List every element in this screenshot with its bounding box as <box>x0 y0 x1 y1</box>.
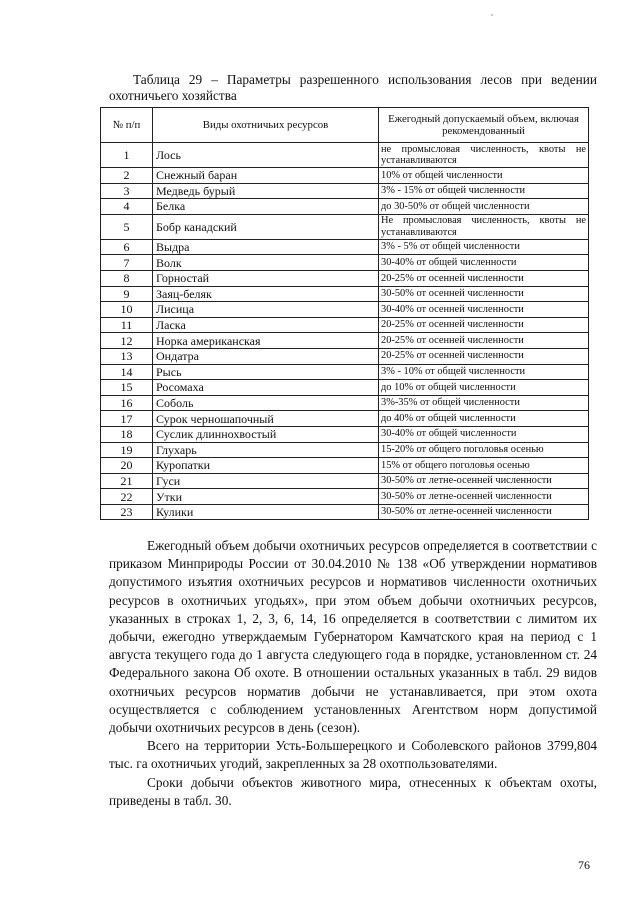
row-number: 21 <box>101 473 153 489</box>
table-row <box>101 473 589 489</box>
annual-volume: 30-40% от осенней численности <box>379 302 589 318</box>
species-name: Росомаха <box>153 380 379 396</box>
annual-volume: 10% от общей численности <box>379 168 589 184</box>
species-name: Медведь бурый <box>153 183 379 199</box>
species-name: Норка американская <box>153 333 379 349</box>
species-name: Куропатки <box>153 458 379 474</box>
species-name: Рысь <box>153 364 379 380</box>
species-name: Снежный баран <box>153 168 379 184</box>
species-name: Гуси <box>153 473 379 489</box>
table-row <box>101 183 589 199</box>
table-row <box>101 489 589 505</box>
table-caption <box>109 72 597 104</box>
row-number: 19 <box>101 442 153 458</box>
paragraph-hunting-dates: Сроки добычи объектов животного мира, отнесенных к объектам охоты, приведены в табл. 30. <box>109 774 597 808</box>
table-row <box>101 426 589 442</box>
table-caption-line1: Таблица 29 – Параметры разрешенного использования лесов при ведении <box>133 72 597 87</box>
row-number: 22 <box>101 489 153 505</box>
paragraph-annual-volume: Ежегодный объем добычи охотничьих ресурсов определяется в соответствии с приказом Минприроды России от 30.04.2010 № 138 «Об утверждении нормативов допустимого изъятия охотничьих ресурсов и нормативов численности охотничьих ресурсов в охотничьих угодьях», при этом объем добычи охотничьих ресурсов, указанных в строках 1, 2, 3, 6, 14, 16 определяется в соответствии с лимитом их добычи, ежегодно утверждаемым Губернатором Камчатского края на период с 1 августа текущего года до 1 августа следующего года в порядке, установленном ст. 24 Федерального закона Об охоте. В отношении остальных указанных в табл. 29 видов охотничьих ресурсов норматив добычи не устанавливается, при этом охота осуществляется с соблюдением установленных Агентством норм допустимой добычи охотничьих ресурсов в день (сезон). <box>109 538 597 736</box>
annual-volume: не промысловая численность, квоты не устанавливаются <box>379 143 589 168</box>
species-name: Соболь <box>153 395 379 411</box>
table-row <box>101 348 589 364</box>
annual-volume: 3% - 5% от общей численности <box>379 239 589 255</box>
species-name: Лось <box>153 143 379 168</box>
row-number: 23 <box>101 504 153 520</box>
row-number: 5 <box>101 214 153 239</box>
species-name: Ласка <box>153 317 379 333</box>
annual-volume: 15% от общего поголовья осенью <box>379 458 589 474</box>
row-number: 6 <box>101 239 153 255</box>
annual-volume: до 30-50% от общей численности <box>379 199 589 215</box>
table-row <box>101 364 589 380</box>
row-number: 13 <box>101 348 153 364</box>
species-name: Кулики <box>153 504 379 520</box>
hunting-parameters-table <box>100 107 589 520</box>
annual-volume: 30-40% от общей численности <box>379 426 589 442</box>
annual-volume: 30-50% от летне-осенней численности <box>379 473 589 489</box>
species-name: Заяц-беляк <box>153 286 379 302</box>
row-number: 14 <box>101 364 153 380</box>
page-number: 76 <box>578 858 590 872</box>
annual-volume: 30-50% от летне-осенней численности <box>379 504 589 520</box>
species-name: Ондатра <box>153 348 379 364</box>
paragraph-total-area: Всего на территории Усть-Большерецкого и Соболевского районов 3799,804 тыс. га охотничьих угодий, закрепленных за 28 охотпользователями. <box>109 738 597 772</box>
annual-volume: Не промысловая численность, квоты не устанавливаются <box>379 214 589 239</box>
table-caption-line2: охотничьего хозяйства <box>109 88 237 103</box>
body-text <box>109 537 597 810</box>
row-number: 9 <box>101 286 153 302</box>
header-species: Виды охотничьих ресурсов <box>153 108 379 143</box>
table-row <box>101 239 589 255</box>
table-row <box>101 168 589 184</box>
row-number: 18 <box>101 426 153 442</box>
species-name: Утки <box>153 489 379 505</box>
table-row <box>101 286 589 302</box>
row-number: 1 <box>101 143 153 168</box>
scan-speck <box>491 14 493 16</box>
row-number: 3 <box>101 183 153 199</box>
header-number: № п/п <box>101 108 153 143</box>
header-annual-volume: Ежегодный допускаемый объем, включая рекомендованный <box>379 108 589 143</box>
annual-volume: 30-40% от общей численности <box>379 255 589 271</box>
species-name: Волк <box>153 255 379 271</box>
table-row <box>101 143 589 168</box>
row-number: 4 <box>101 199 153 215</box>
row-number: 17 <box>101 411 153 427</box>
annual-volume: до 40% от общей численности <box>379 411 589 427</box>
row-number: 20 <box>101 458 153 474</box>
species-name: Выдра <box>153 239 379 255</box>
annual-volume: 20-25% от осенней численности <box>379 348 589 364</box>
row-number: 2 <box>101 168 153 184</box>
row-number: 12 <box>101 333 153 349</box>
table-header-row <box>101 108 589 143</box>
species-name: Горностай <box>153 270 379 286</box>
annual-volume: 30-50% от осенней численности <box>379 286 589 302</box>
row-number: 11 <box>101 317 153 333</box>
table-row <box>101 380 589 396</box>
table-row <box>101 442 589 458</box>
annual-volume: 3% - 10% от общей численности <box>379 364 589 380</box>
annual-volume: 20-25% от осенней численности <box>379 270 589 286</box>
table-row <box>101 317 589 333</box>
annual-volume: 20-25% от осенней численности <box>379 317 589 333</box>
species-name: Бобр канадский <box>153 214 379 239</box>
annual-volume: 30-50% от летне-осенней численности <box>379 489 589 505</box>
table-row <box>101 255 589 271</box>
row-number: 15 <box>101 380 153 396</box>
table-row <box>101 411 589 427</box>
table-body <box>101 143 589 520</box>
annual-volume: до 10% от общей численности <box>379 380 589 396</box>
table-row <box>101 458 589 474</box>
annual-volume: 20-25% от осенней численности <box>379 333 589 349</box>
table-row <box>101 302 589 318</box>
table-row <box>101 504 589 520</box>
table-row <box>101 214 589 239</box>
table-row <box>101 199 589 215</box>
row-number: 7 <box>101 255 153 271</box>
annual-volume: 15-20% от общего поголовья осенью <box>379 442 589 458</box>
species-name: Суслик длиннохвостый <box>153 426 379 442</box>
table-row <box>101 270 589 286</box>
species-name: Сурок черношапочный <box>153 411 379 427</box>
table-row <box>101 395 589 411</box>
species-name: Лисица <box>153 302 379 318</box>
species-name: Глухарь <box>153 442 379 458</box>
row-number: 8 <box>101 270 153 286</box>
species-name: Белка <box>153 199 379 215</box>
annual-volume: 3%-35% от общей численности <box>379 395 589 411</box>
annual-volume: 3% - 15% от общей численности <box>379 183 589 199</box>
table-row <box>101 333 589 349</box>
row-number: 16 <box>101 395 153 411</box>
row-number: 10 <box>101 302 153 318</box>
